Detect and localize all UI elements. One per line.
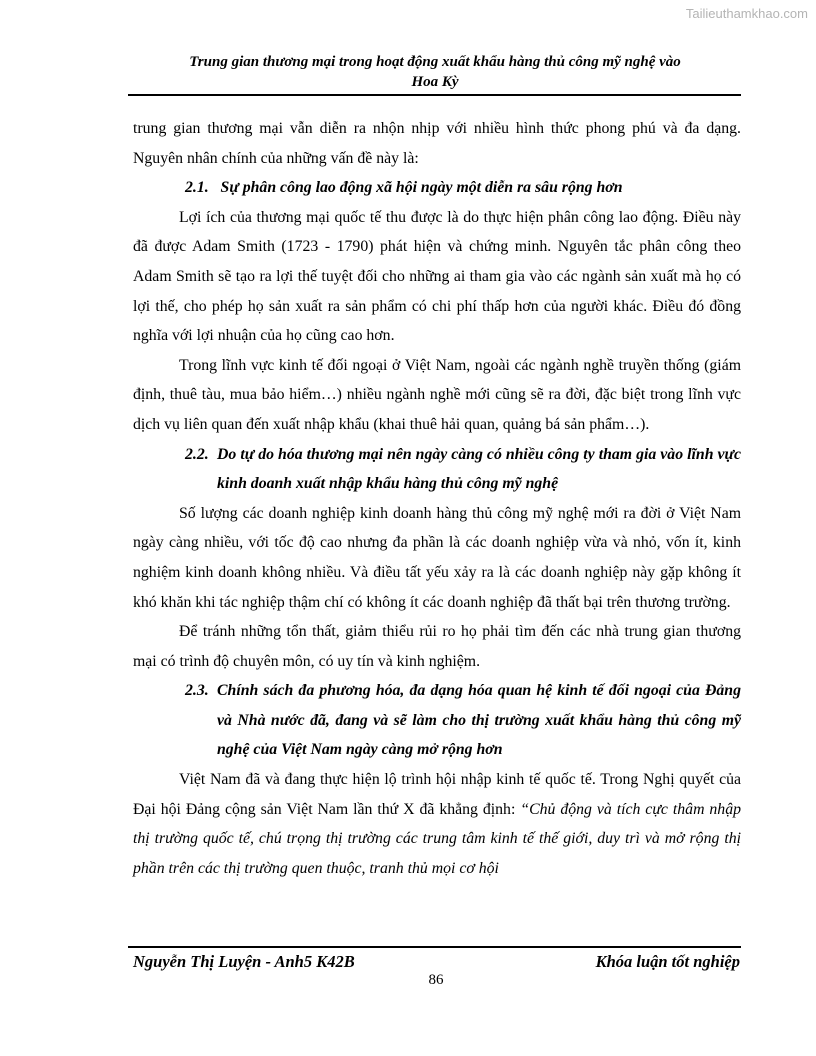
section-number: 2.3. — [185, 682, 209, 700]
paragraph: trung gian thương mại vẫn diễn ra nhộn nhịp với nhiều hình thức phong phú và đa dạng. Nguyên nhân chính của những vấn đề này là: — [133, 120, 741, 167]
paragraph: Để tránh những tổn thất, giảm thiểu rủi ro họ phải tìm đến các nhà trung gian thương mại có trình độ chuyên môn, có uy tín và kinh nghiệm. — [133, 623, 741, 670]
header-title-line1: Trung gian thương mại trong hoạt động xuất khẩu hàng thủ công mỹ nghệ vào — [189, 54, 681, 70]
page-number: 86 — [428, 972, 444, 988]
running-header — [130, 52, 740, 92]
paragraph: Số lượng các doanh nghiệp kinh doanh hàng thủ công mỹ nghệ mới ra đời ở Việt Nam ngày càng nhiều, với tốc độ cao nhưng đa phần là các doanh nghiệp vừa và nhỏ, vốn ít, kinh nghiệm kinh doanh không nhiều. Và điều tất yếu xảy ra là các doanh nghiệp này gặp không ít khó khăn khi tác nghiệp thậm chí có không ít các doanh nghiệp đã thất bại trên thương trường. — [133, 504, 741, 611]
section-number: 2.2. — [185, 445, 209, 463]
section-title: Do tự do hóa thương mại nên ngày càng có nhiều công ty tham gia vào lĩnh vực kinh doanh xuất nhập khẩu hàng thủ công mỹ nghệ — [217, 445, 741, 493]
page-body — [133, 114, 741, 883]
paragraph: Trong lĩnh vực kinh tế đối ngoại ở Việt Nam, ngoài các ngành nghề truyền thống (giám định, thuê tàu, mua bảo hiểm…) nhiều ngành nghề mới cũng sẽ ra đời, đặc biệt trong lĩnh vực dịch vụ liên quan đến xuất nhập khẩu (khai thuê hải quan, quảng bá sản phẩm…). — [133, 356, 741, 433]
footer-rule — [128, 946, 741, 948]
section-title: Chính sách đa phương hóa, đa dạng hóa quan hệ kinh tế đối ngoại của Đảng và Nhà nước đã, đang và sẽ làm cho thị trường xuất khẩu hàng thủ công mỹ nghệ của Việt Nam ngày càng mở rộng hơn — [217, 682, 741, 759]
header-rule — [128, 94, 741, 96]
watermark: Tailieuthamkhao.com — [685, 6, 808, 21]
paragraph: Lợi ích của thương mại quốc tế thu được là do thực hiện phân công lao động. Điều này đã được Adam Smith (1723 - 1790) phát hiện và chứng minh. Nguyên tắc phân công theo Adam Smith sẽ tạo ra lợi thế tuyệt đối cho những ai tham gia vào các ngành sản xuất mà họ có lợi thế, cho phép họ sản xuất ra sản phẩm có chi phí thấp hơn của người khác. Điều đó đồng nghĩa với lợi nhuận của họ cũng cao hơn. — [133, 208, 741, 345]
paragraph-text: Việt Nam đã và đang thực hiện lộ trình hội nhập kinh tế quốc tế. Trong Nghị quyết của Đại hội Đảng cộng sản Việt Nam lần thứ X đã khẳng định: — [133, 771, 741, 818]
footer-doc-type: Khóa luận tốt nghiệp — [595, 952, 740, 971]
resolution-quote: “Chủ động và tích cực thâm nhập thị trường quốc tế, chú trọng thị trường các trung tâm kinh tế thế giới, duy trì và mở rộng thị phần trên các thị trường quen thuộc, tranh thủ mọi cơ hội — [133, 800, 741, 877]
section-heading-2-3 — [133, 676, 741, 765]
section-heading-2-2 — [133, 440, 741, 499]
footer-author: Nguyễn Thị Luyện - Anh5 K42B — [133, 952, 355, 971]
section-heading-2-1: 2.1. Sự phân công lao động xã hội ngày một diễn ra sâu rộng hơn — [185, 179, 623, 197]
paragraph — [133, 765, 741, 883]
header-title-line2: Hoa Kỳ — [411, 74, 459, 90]
